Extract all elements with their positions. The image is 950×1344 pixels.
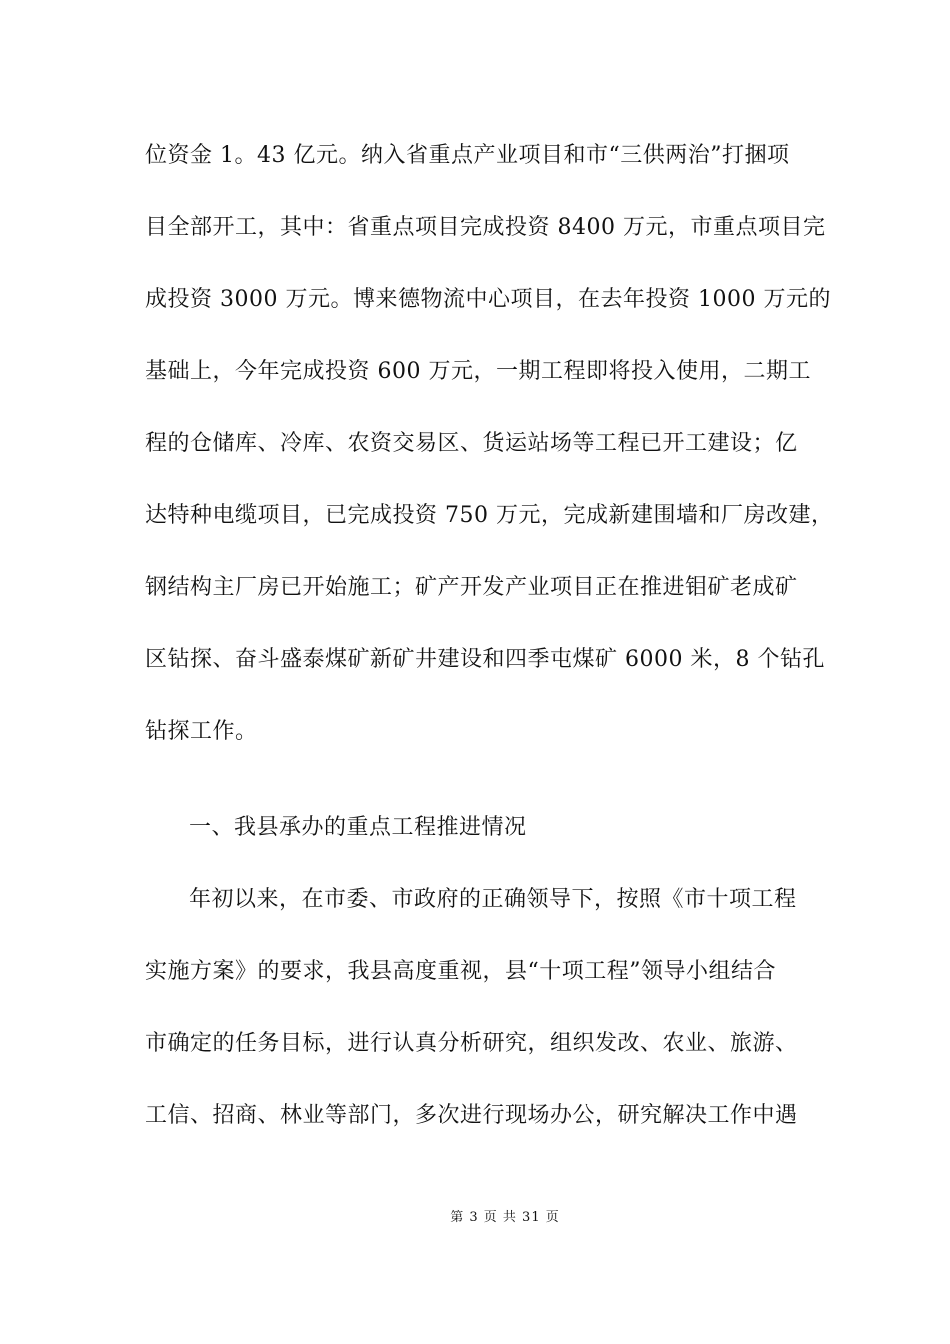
body-line-14: 工信、招商、林业等部门，多次进行现场办公，研究解决工作中遇 — [145, 1103, 798, 1128]
body-line-11: 年初以来，在市委、市政府的正确领导下，按照《市十项工程 — [189, 887, 797, 912]
body-line-1: 位资金 1。43 亿元。纳入省重点产业项目和市“三供两治”打捆项 — [145, 143, 790, 168]
body-line-4: 基础上，今年完成投资 600 万元，一期工程即将投入使用，二期工 — [145, 359, 811, 384]
body-line-5: 程的仓储库、冷库、农资交易区、货运站场等工程已开工建设；亿 — [145, 431, 798, 456]
body-line-13: 市确定的任务目标，进行认真分析研究，组织发改、农业、旅游、 — [145, 1031, 798, 1056]
body-line-3: 成投资 3000 万元。博来德物流中心项目，在去年投资 1000 万元的 — [145, 287, 831, 312]
body-line-12: 实施方案》的要求，我县高度重视，县“十项工程”领导小组结合 — [145, 959, 776, 984]
body-line-9: 钻探工作。 — [145, 719, 258, 744]
page-number-footer: 第 3 页 共 31 页 — [450, 1210, 560, 1225]
body-line-7: 钢结构主厂房已开始施工；矿产开发产业项目正在推进钼矿老成矿 — [145, 575, 798, 600]
body-line-2: 目全部开工，其中：省重点项目完成投资 8400 万元，市重点项目完 — [145, 215, 826, 240]
body-line-8: 区钻探、奋斗盛泰煤矿新矿井建设和四季屯煤矿 6000 米，8 个钻孔 — [145, 647, 825, 672]
body-line-6: 达特种电缆项目，已完成投资 750 万元，完成新建围墙和厂房改建， — [145, 503, 834, 528]
section-heading: 一、我县承办的重点工程推进情况 — [189, 815, 527, 840]
